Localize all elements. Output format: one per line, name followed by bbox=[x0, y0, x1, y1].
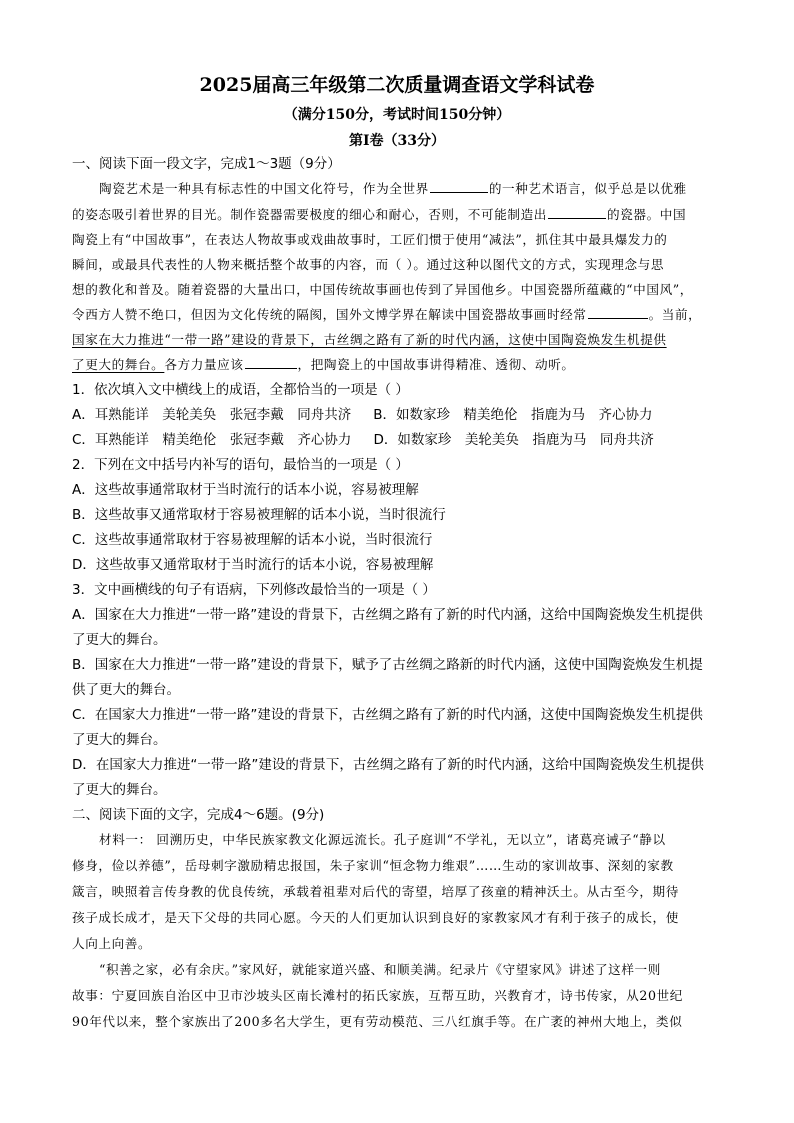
material1-line: 孩子成长成才，是天下父母的共同心愿。今天的人们更加认识到良好的家教家风才有利于孩子的成长，使 bbox=[72, 910, 679, 925]
q3-option-b: B．国家在大力推进“一带一路”建设的背景下，赋予了古丝绸之路新的时代内涵，这使中国陶瓷焕发生机提 bbox=[72, 657, 703, 673]
section-title: 第Ⅰ卷（33分） bbox=[348, 133, 446, 149]
q1-option-c: C．耳熟能详 精美绝伦 张冠李戴 齐心协力 bbox=[72, 432, 352, 448]
passage-line: 想的教化和普及。随着瓷器的大量出口，中国传统故事画也传到了异国他乡。中国瓷器所蕴藏的“中国风”， bbox=[72, 282, 693, 297]
exam-title: 2025届高三年级第二次质量调查语文学科试卷 bbox=[199, 74, 595, 96]
material-paragraph-line: 90年代以来，整个家族出了200多名大学生，更有劳动模范、三八红旗手等。在广袤的神州大地上，类似 bbox=[72, 1014, 683, 1029]
part2-heading: 二、阅读下面的文字，完成4～6题。(9分) bbox=[72, 807, 325, 823]
passage-line: 陶瓷上有“中国故事”，在表达人物故事或戏曲故事时，工匠们惯于使用“减法”，抓住其中最具爆发力的 bbox=[72, 232, 668, 247]
q2-option-c: C．这些故事通常取材于容易被理解的话本小说，当时很流行 bbox=[72, 532, 433, 548]
material1-line: 箴言，映照着言传身教的优良传统，承载着祖辈对后代的寄望，培厚了孩童的精神沃土。从古至今，期待 bbox=[72, 884, 679, 899]
q3-option-a-cont: 了更大的舞台。 bbox=[72, 632, 167, 648]
passage-line: 陶瓷艺术是一种具有标志性的中国文化符号，作为全世界 的一种艺术语言，似乎总是以优雅 bbox=[99, 181, 687, 196]
passage-line: 瞬间，或最具代表性的人物来概括整个故事的内容，而（ ）。通过这种以图代文的方式，实现理念与思 bbox=[72, 257, 665, 272]
q3-option-b-cont: 供了更大的舞台。 bbox=[72, 682, 180, 698]
part1-heading: 一、阅读下面一段文字，完成1～3题（9分） bbox=[72, 156, 341, 172]
material1-line: 材料一： 回溯历史，中华民族家教文化源远流长。孔子庭训“不学礼，无以立”，诸葛亮诫子“静以 bbox=[99, 832, 666, 847]
q1-option-b: B．如数家珍 精美绝伦 指鹿为马 齐心协力 bbox=[373, 407, 653, 423]
q1-option-d: D．如数家珍 美轮美奂 指鹿为马 同舟共济 bbox=[373, 432, 654, 448]
material1-line: 人向上向善。 bbox=[72, 936, 152, 951]
q1-options-cd bbox=[72, 430, 732, 450]
material-paragraph-line: “积善之家，必有余庆。”家风好，就能家道兴盛、和顺美满。纪录片《守望家风》讲述了这样一则 bbox=[99, 962, 661, 977]
underlined-sentence: 国家在大力推进“一带一路”建设的背景下，古丝绸之路有了新的时代内涵，这使中国陶瓷焕发生机提供 bbox=[72, 332, 667, 347]
passage-line: 了更大的舞台。各方力量应该 ，把陶瓷上的中国故事讲得精准、透彻、动听。 bbox=[72, 357, 575, 372]
answer-blank bbox=[430, 179, 488, 193]
question-1-stem: 1．依次填入文中横线上的成语，全都恰当的一项是（ ） bbox=[72, 382, 409, 398]
exam-subtitle: （满分150分，考试时间150分钟） bbox=[283, 107, 511, 123]
answer-blank bbox=[548, 205, 606, 219]
q1-option-a: A．耳熟能详 美轮美奂 张冠李戴 同舟共济 bbox=[72, 407, 352, 423]
q3-option-a: A．国家在大力推进“一带一路”建设的背景下，古丝绸之路有了新的时代内涵，这给中国陶瓷焕发生机提供 bbox=[72, 607, 703, 623]
material1-line: 修身，俭以养德”，岳母刺字激励精忠报国，朱子家训“恒念物力维艰”……生动的家训故事、深刻的家教 bbox=[72, 858, 674, 873]
passage-line: 令西方人赞不绝口，但因为文化传统的隔阂，国外文博学界在解读中国瓷器故事画时经常 。当前， bbox=[72, 307, 702, 322]
answer-blank bbox=[245, 355, 297, 369]
q3-option-d-cont: 了更大的舞台。 bbox=[72, 782, 167, 798]
q3-option-c-cont: 了更大的舞台。 bbox=[72, 732, 167, 748]
q3-option-d: D．在国家大力推进“一带一路”建设的背景下，古丝绸之路有了新的时代内涵，这给中国陶瓷焕发生机提供 bbox=[72, 757, 704, 773]
q2-option-d: D．这些故事又通常取材于当时流行的话本小说，容易被理解 bbox=[72, 557, 434, 573]
q3-option-c: C．在国家大力推进“一带一路”建设的背景下，古丝绸之路有了新的时代内涵，这使中国陶瓷焕发生机提供 bbox=[72, 707, 703, 723]
material-paragraph-line: 故事：宁夏回族自治区中卫市沙坡头区南长滩村的拓氏家族，互帮互助，兴教育才，诗书传家，从20世纪 bbox=[72, 988, 683, 1003]
answer-blank bbox=[588, 305, 648, 319]
q2-option-a: A．这些故事通常取材于当时流行的话本小说，容易被理解 bbox=[72, 482, 419, 498]
q2-option-b: B．这些故事又通常取材于容易被理解的话本小说，当时很流行 bbox=[72, 507, 446, 523]
question-3-stem: 3．文中画横线的句子有语病，下列修改最恰当的一项是（ ） bbox=[72, 582, 436, 598]
q1-options-ab bbox=[72, 405, 732, 425]
question-2-stem: 2．下列在文中括号内补写的语句，最恰当的一项是（ ） bbox=[72, 457, 409, 473]
underlined-sentence-end: 了更大的舞台。 bbox=[72, 357, 165, 372]
passage-line: 的姿态吸引着世界的目光。制作瓷器需要极度的细心和耐心，否则，不可能制造出 的瓷器。中国 bbox=[72, 207, 687, 222]
